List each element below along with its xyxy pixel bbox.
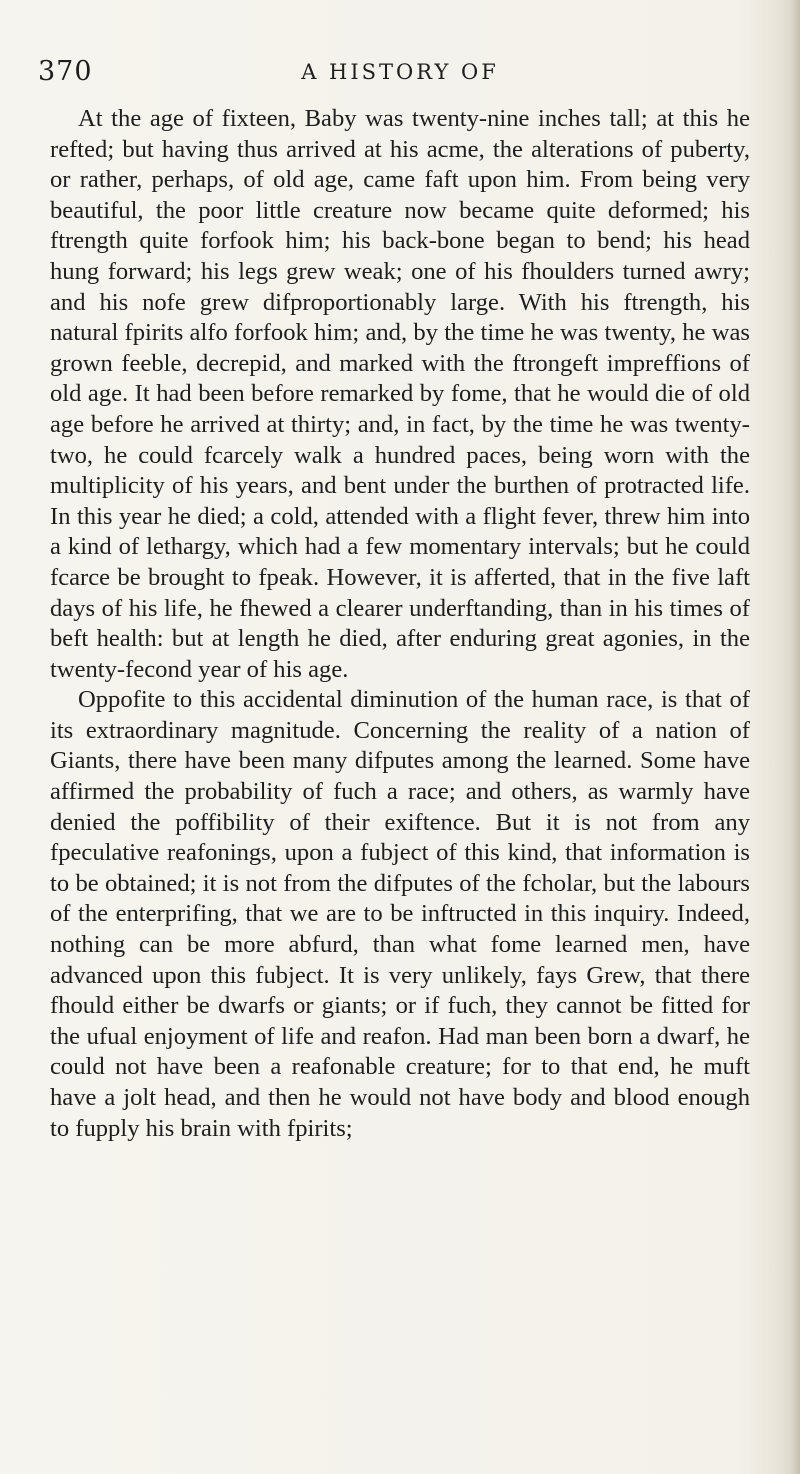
running-head: A HISTORY OF (301, 60, 499, 84)
page-edge-shadow (790, 0, 800, 1474)
body-text (50, 104, 750, 1144)
page-header (38, 56, 762, 96)
page-number: 370 (38, 56, 93, 87)
paragraph-baby: At the age of fixteen, Baby was twenty-nine inches tall; at this he refted; but having thus arrived at his acme, the alterations of puberty, or rather, perhaps, of old age, came faft upon him. From being very beautiful, the poor little creature now became quite deformed; his ftrength quite forfook him; his back-bone began to bend; his head hung forward; his legs grew weak; one of his fhoulders turned awry; and his nofe grew difproportionably large. With his ftrength, his natural fpirits alfo forfook him; and, by the time he was twenty, he was grown feeble, decrepid, and marked with the ftrongeft impreffions of old age. It had been before remarked by fome, that he would die of old age before he arrived at thirty; and, in fact, by the time he was twenty-two, he could fcarcely walk a hundred paces, being worn with the multiplicity of his years, and bent under the burthen of protracted life. In this year he died; a cold, attended with a flight fever, threw him into a kind of lethargy, which had a few momentary intervals; but he could fcarce be brought to fpeak. However, it is afferted, that in the five laft days of his life, he fhewed a clearer underftanding, than in his times of beft health: but at length he died, after enduring great agonies, in the twenty-fecond year of his age. (50, 105, 750, 683)
paragraph-giants: Oppofite to this accidental diminution of the human race, is that of its extraordinary magnitude. Concerning the reality of a nation of Giants, there have been many difputes among the learned. Some have affirmed the probability of fuch a race; and others, as warmly have denied the poffibility of their exiftence. But it is not from any fpeculative reafonings, upon a fubject of this kind, that information is to be obtained; it is not from the difputes of the fcholar, but the labours of the enterprifing, that we are to be inftructed in this inquiry. Indeed, nothing can be more abfurd, than what fome learned men, have advanced upon this fubject. It is very unlikely, fays Grew, that there fhould either be dwarfs or giants; or if fuch, they cannot be fitted for the ufual enjoyment of life and reafon. Had man been born a dwarf, he could not have been a reafonable creature; for to that end, he muft have a jolt head, and then he would not have body and blood enough to fupply his brain with fpirits; (50, 686, 750, 1142)
